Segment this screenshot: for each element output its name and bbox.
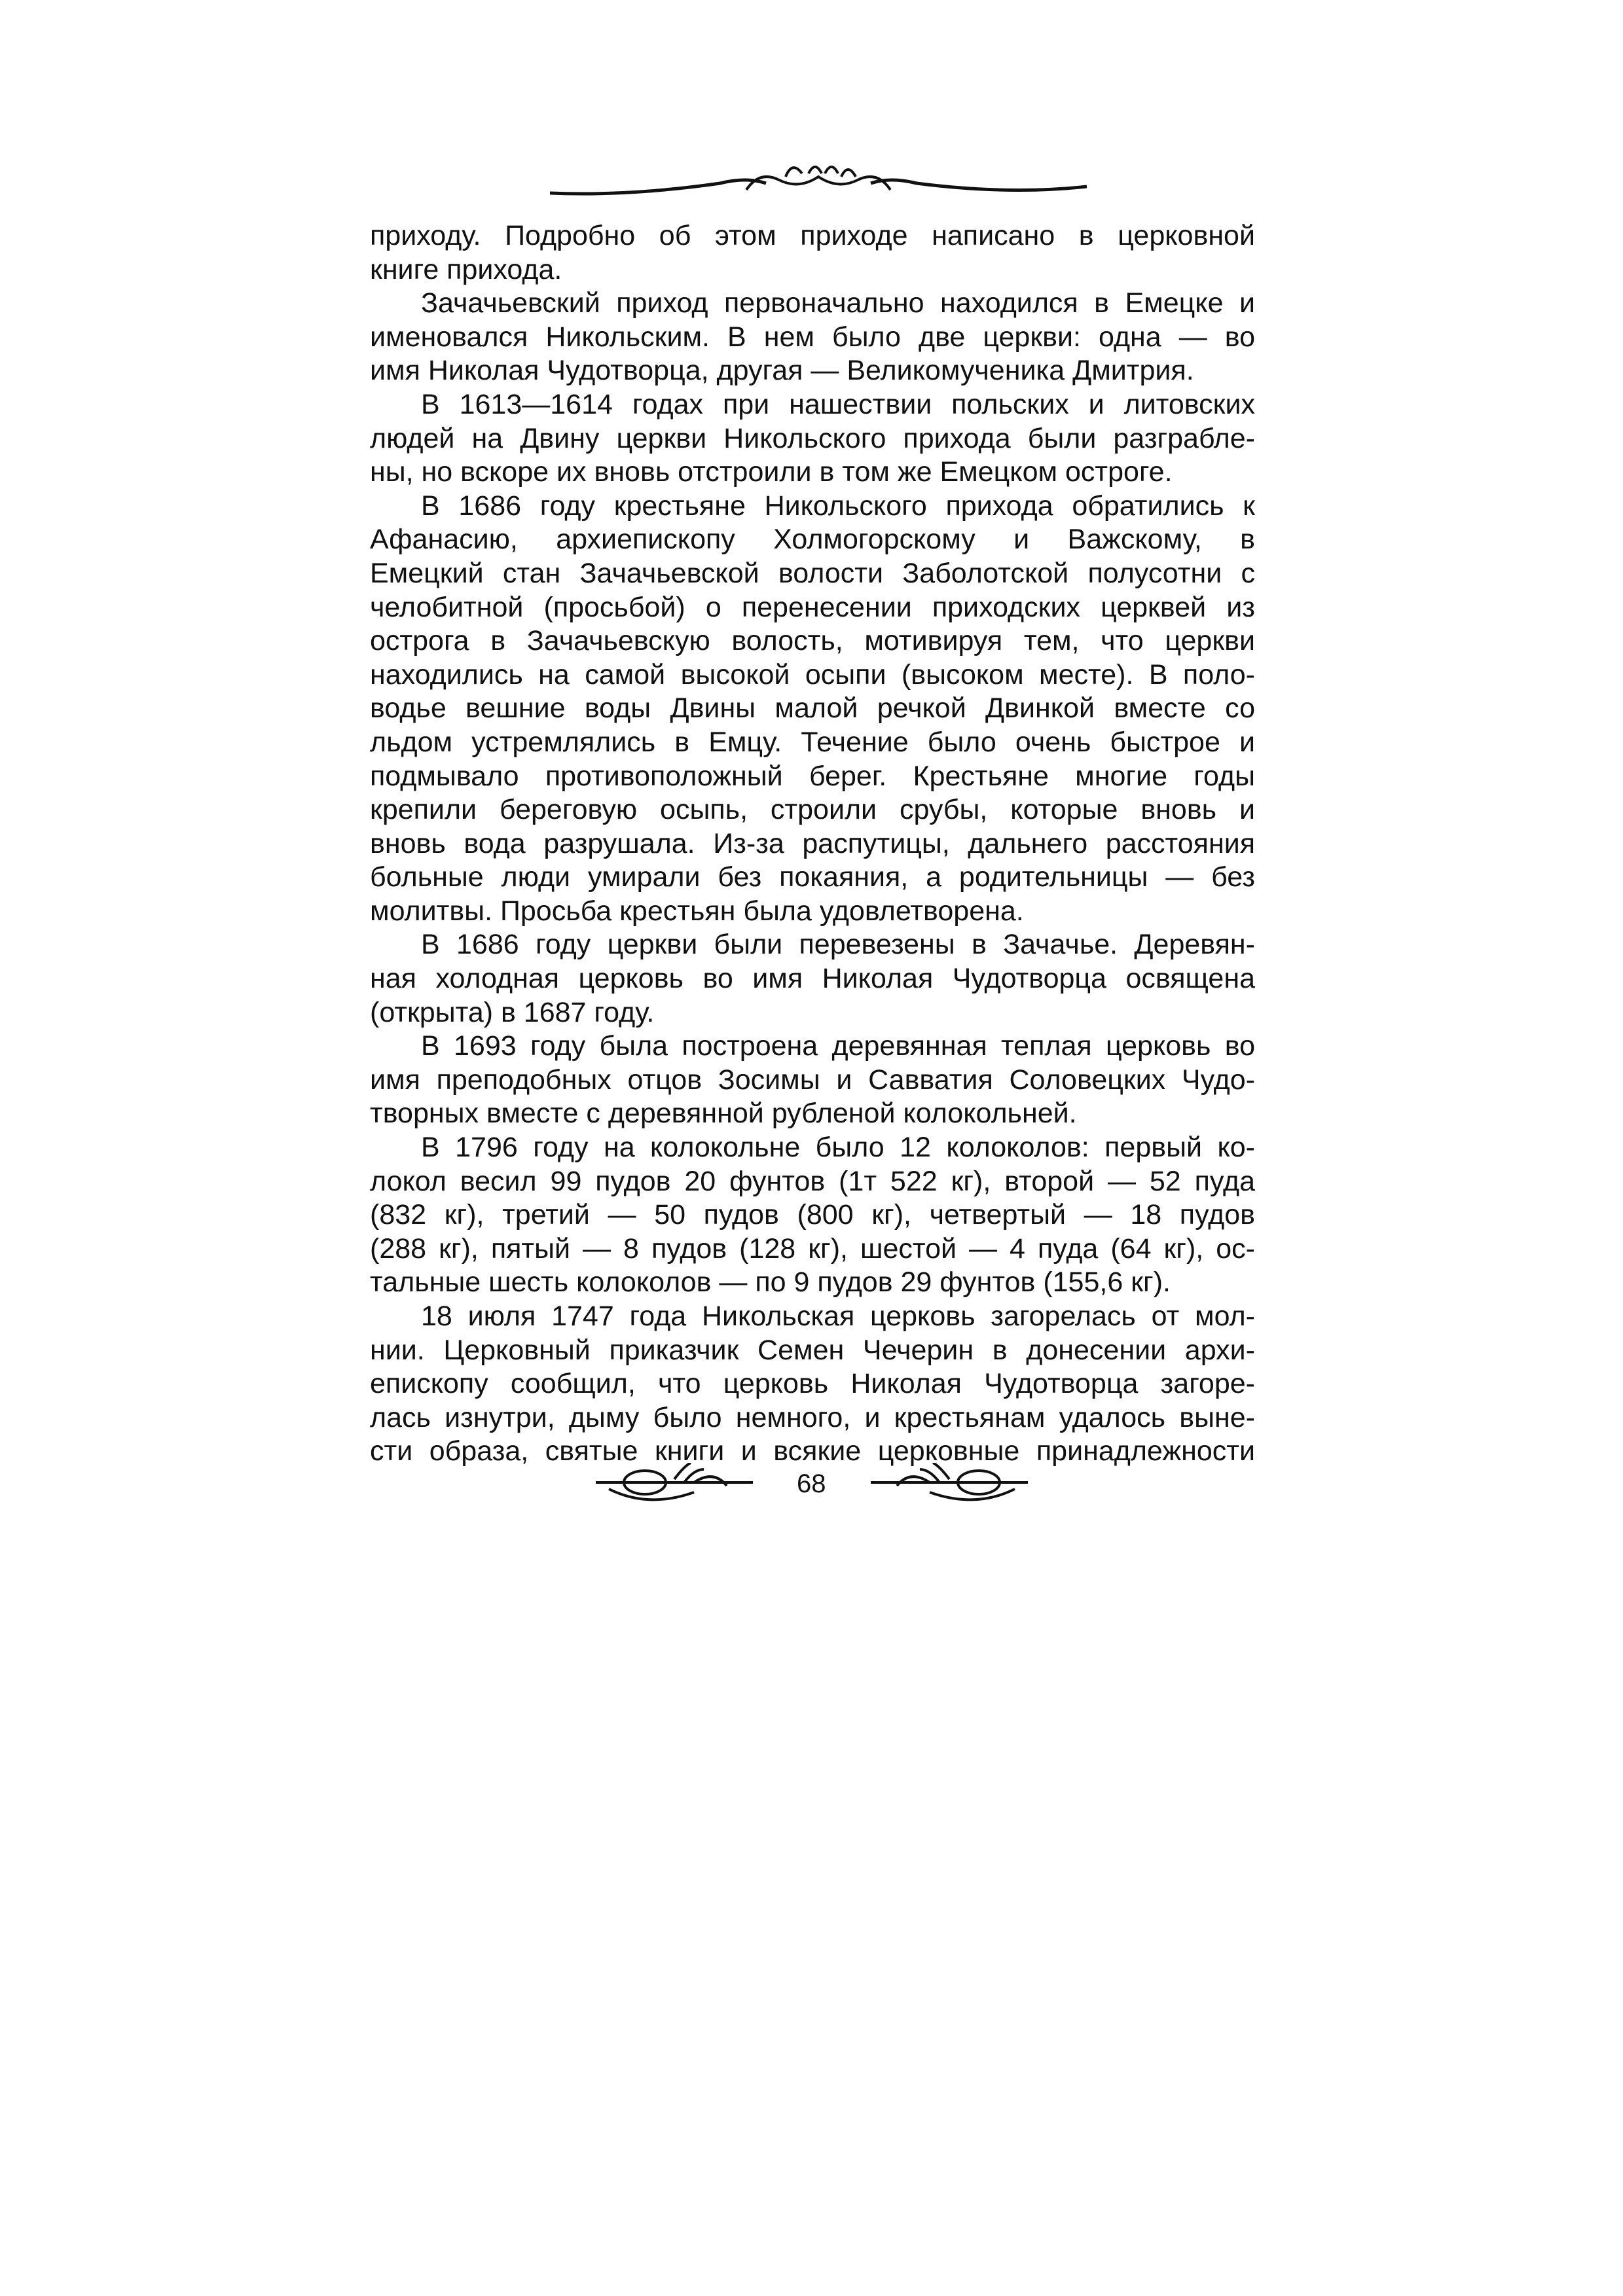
- text-line: ны, но вскоре их вновь отстроили в том же Емецком остроге.: [370, 456, 1173, 488]
- text-line: находились на самой высокой осыпи (высоком месте). В поло-: [370, 658, 1255, 691]
- footer-ornament-right-icon: [864, 1463, 1028, 1509]
- text-line: имя преподобных отцов Зосимы и Савватия Соловецких Чудо-: [370, 1064, 1255, 1096]
- paragraph: [370, 1030, 1255, 1131]
- text-line: крепили береговую осыпь, строили срубы, которые вновь и: [370, 794, 1255, 826]
- text-line: Зачачьевский приход первоначально находился в Емецке и: [421, 287, 1255, 319]
- text-line: книге прихода.: [370, 253, 562, 285]
- text-line: 18 июля 1747 года Никольская церковь загорелась от мол-: [421, 1300, 1255, 1332]
- page-footer: [0, 1463, 1623, 1515]
- text-line: локол весил 99 пудов 20 фунтов (1т 522 кг), второй — 52 пуда: [370, 1165, 1255, 1197]
- footer-ornament-left-icon: [596, 1463, 759, 1509]
- text-line: лась изнутри, дыму было немного, и крестьянам удалось выне-: [370, 1401, 1255, 1433]
- text-line: челобитной (просьбой) о перенесении приходских церквей из: [370, 591, 1255, 623]
- text-line: Емецкий стан Зачачьевской волости Заболотской полусотни с: [370, 557, 1255, 589]
- text-line: епископу сообщил, что церковь Николая Чудотворца загоре-: [370, 1368, 1255, 1400]
- text-line: больные люди умирали без покаяния, а родительницы — без: [370, 861, 1255, 893]
- text-line: льдом устремлялись в Емцу. Течение было очень быстрое и: [370, 726, 1255, 758]
- text-line: приходу. Подробно об этом приходе написано в церковной: [370, 220, 1255, 251]
- text-line: (832 кг), третий — 50 пудов (800 кг), четвертый — 18 пудов: [370, 1199, 1255, 1231]
- text-line: людей на Двину церкви Никольского прихода были разграбле-: [370, 422, 1255, 454]
- text-line: имя Николая Чудотворца, другая — Великомученика Дмитрия.: [370, 355, 1194, 387]
- text-line: В 1686 году крестьяне Никольского прихода обратились к: [421, 490, 1255, 522]
- paragraph: [370, 928, 1255, 1030]
- text-line: молитвы. Просьба крестьян была удовлетворена.: [370, 895, 1024, 927]
- text-line: водье вешние воды Двины малой речкой Двинкой вместе со: [370, 692, 1255, 725]
- text-line: В 1686 году церкви были перевезены в Зачачье. Деревян-: [421, 929, 1255, 961]
- text-line: творных вместе с деревянной рубленой колокольней.: [370, 1098, 1077, 1130]
- text-line: (открыта) в 1687 году.: [370, 996, 655, 1028]
- page-number: 68: [797, 1469, 826, 1498]
- text-line: тальные шесть колоколов — по 9 пудов 29 фунтов (155,6 кг).: [370, 1266, 1171, 1299]
- text-line: ная холодная церковь во имя Николая Чудотворца освящена: [370, 963, 1255, 995]
- paragraph: [370, 1131, 1255, 1300]
- top-ornament-icon: [550, 157, 1087, 209]
- text-line: (288 кг), пятый — 8 пудов (128 кг), шестой — 4 пуда (64 кг), ос-: [370, 1232, 1255, 1265]
- paragraph: [370, 287, 1255, 388]
- text-line: нии. Церковный приказчик Семен Чечерин в донесении архи-: [370, 1334, 1255, 1366]
- text-line: острога в Зачачьевскую волость, мотивируя тем, что церкви: [370, 625, 1255, 657]
- text-line: В 1693 году была построена деревянная теплая церковь во: [421, 1030, 1255, 1062]
- paragraph: [370, 490, 1255, 929]
- body-text: [370, 219, 1255, 1469]
- text-line: подмывало противоположный берег. Крестьяне многие годы: [370, 760, 1255, 792]
- text-line: В 1613—1614 годах при нашествии польских и литовских: [421, 388, 1255, 420]
- text-line: именовался Никольским. В нем было две церкви: одна — во: [370, 321, 1255, 353]
- paragraph: [370, 388, 1255, 490]
- text-line: В 1796 году на колокольне было 12 колоколов: первый ко-: [421, 1132, 1255, 1164]
- paragraph: [370, 219, 1255, 287]
- text-line: Афанасию, архиепископу Холмогорскому и Важскому, в: [370, 524, 1255, 556]
- text-line: сти образа, святые книги и всякие церковные принадлежности: [370, 1435, 1255, 1467]
- text-line: вновь вода разрушала. Из-за распутицы, дальнего расстояния: [370, 827, 1255, 859]
- paragraph: [370, 1300, 1255, 1469]
